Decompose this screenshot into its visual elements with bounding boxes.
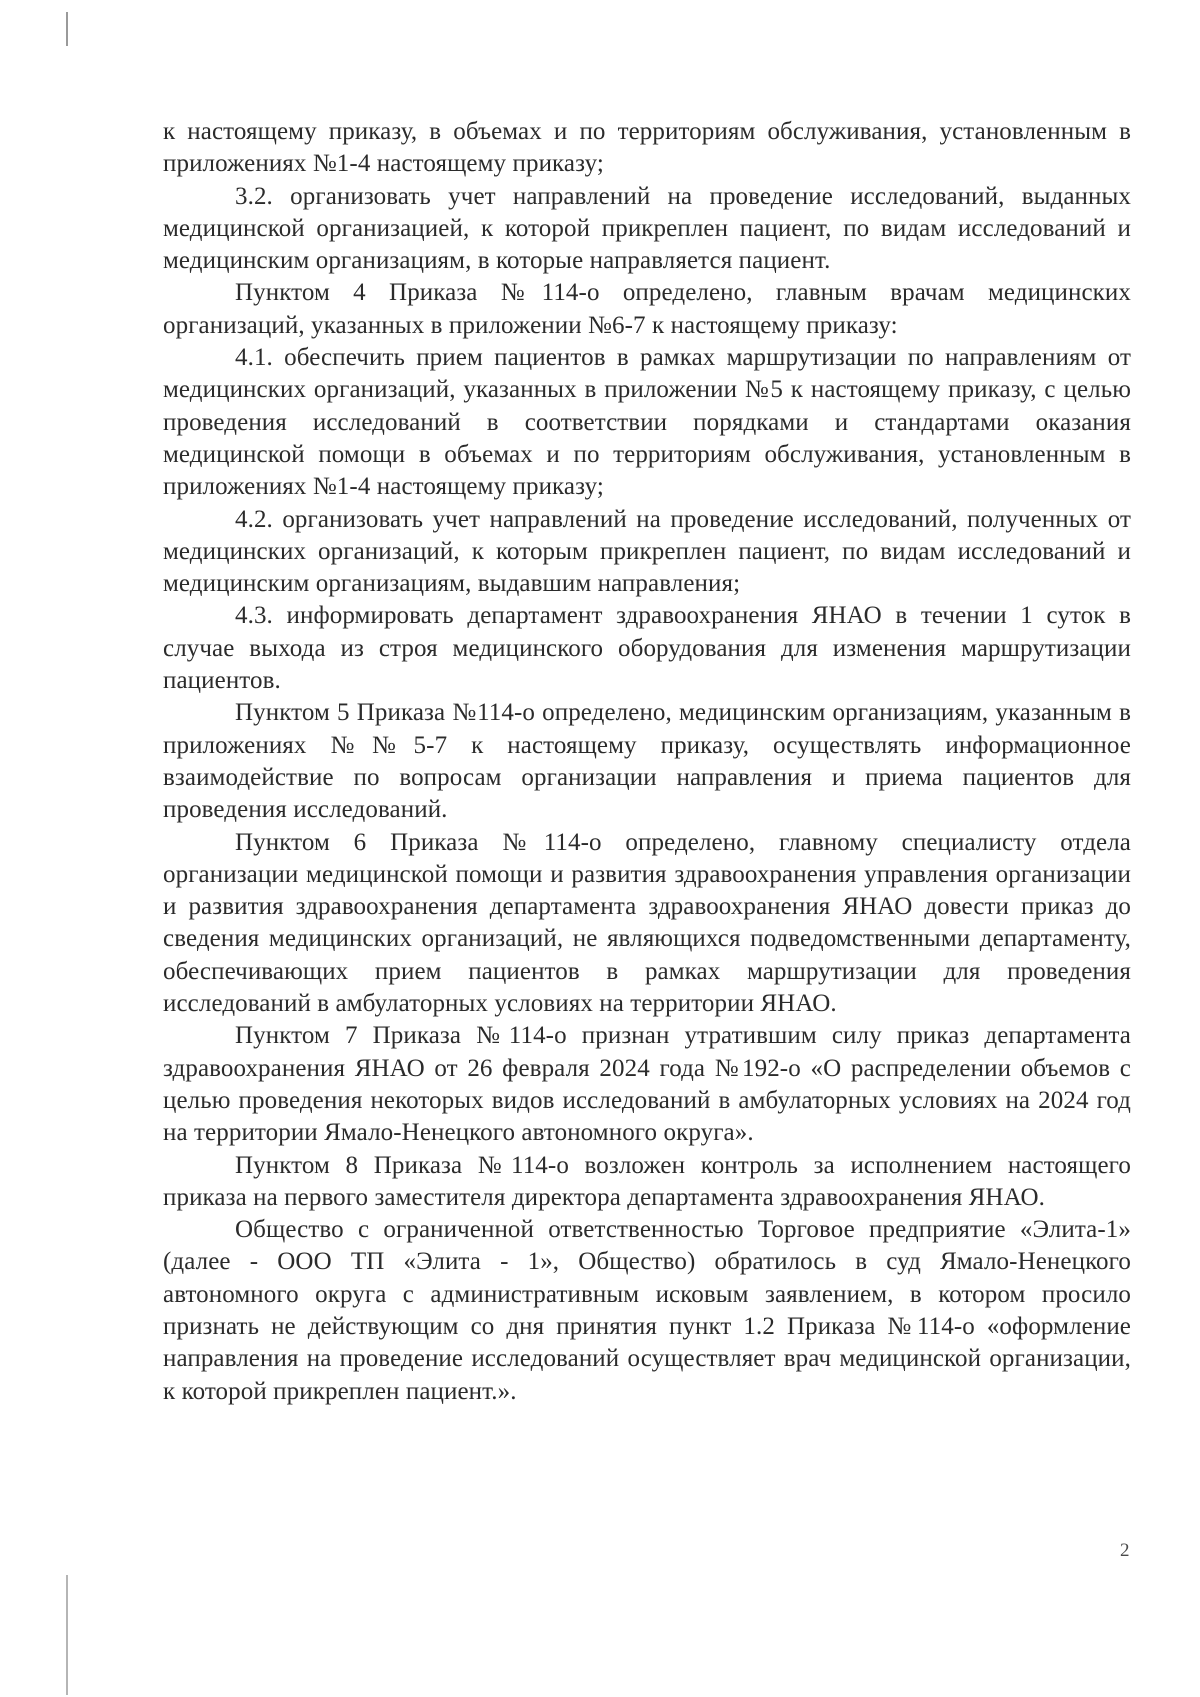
paragraph-point-6: Пунктом 6 Приказа №114-о определено, главному специалисту отдела организации медицинской помощи и развития здравоохранения управления организации и развития здравоохранения департамента здравоохранения ЯНАО довести приказ до сведения медицинских организаций, не являющихся подведомственными департаменту, обеспечивающих прием пациентов в рамках маршрутизации для проведения исследований в амбулаторных условиях на территории ЯНАО. [163,828,1131,1018]
page-number: 2 [1120,1540,1130,1561]
scan-margin-line-bottom [66,1575,68,1695]
paragraph-item-3-2: 3.2. организовать учет направлений на проведение исследований, выданных медицинской организацией, к которой прикреплен пациент, по видам исследований и медицинским организациям, в которые направляется пациент. [163,182,1131,275]
paragraph-lawsuit: Общество с ограниченной ответственностью Торговое предприятие «Элита-1» (далее - ООО ТП «Элита - 1», Общество) обратилось в суд Ямало-Ненецкого автономного округа с административным исковым заявлением, в котором просило признать не действующим со дня принятия пункт 1.2 Приказа №114-о «оформление направления на проведение исследований осуществляет врач медицинской организации, к которой прикреплен пациент.». [163,1216,1131,1405]
paragraph-continuation: к настоящему приказу, в объемах и по территориям обслуживания, установленным в приложениях №1-4 настоящему приказу; [163,118,1131,178]
paragraph-item-4-1: 4.1. обеспечить прием пациентов в рамках маршрутизации по направлениям от медицинских организаций, указанных в приложении №5 к настоящему приказу, с целью проведения исследований в соответствии порядками и стандартами оказания медицинской помощи в объемах и по территориям обслуживания, установленным в приложениях №1-4 настоящему приказу; [163,344,1131,501]
document-body [163,116,1131,1408]
paragraph-point-8: Пунктом 8 Приказа №114-о возложен контроль за исполнением настоящего приказа на первого заместителя директора департамента здравоохранения ЯНАО. [163,1151,1131,1211]
paragraph-point-5: Пунктом 5 Приказа №114-о определено, медицинским организациям, указанным в приложениях №№5-7 к настоящему приказу, осуществлять информационное взаимодействие по вопросам организации направления и приема пациентов для проведения исследований. [163,699,1131,824]
paragraph-point-4: Пунктом 4 Приказа №114-о определено, главным врачам медицинских организаций, указанных в приложении №6-7 к настоящему приказу: [163,279,1131,339]
paragraph-item-4-3: 4.3. информировать департамент здравоохранения ЯНАО в течении 1 суток в случае выхода из строя медицинского оборудования для изменения маршрутизации пациентов. [163,602,1131,695]
scan-margin-line-top [66,12,68,46]
paragraph-point-7: Пунктом 7 Приказа №114-о признан утратившим силу приказ департамента здравоохранения ЯНАО от 26 февраля 2024 года №192-о «О распределении объемов с целью проведения некоторых видов исследований в амбулаторных условиях на 2024 год на территории Ямало-Ненецкого автономного округа». [163,1022,1131,1147]
paragraph-item-4-2: 4.2. организовать учет направлений на проведение исследований, полученных от медицинских организаций, к которым прикреплен пациент, по видам исследований и медицинским организациям, выдавшим направления; [163,505,1131,598]
